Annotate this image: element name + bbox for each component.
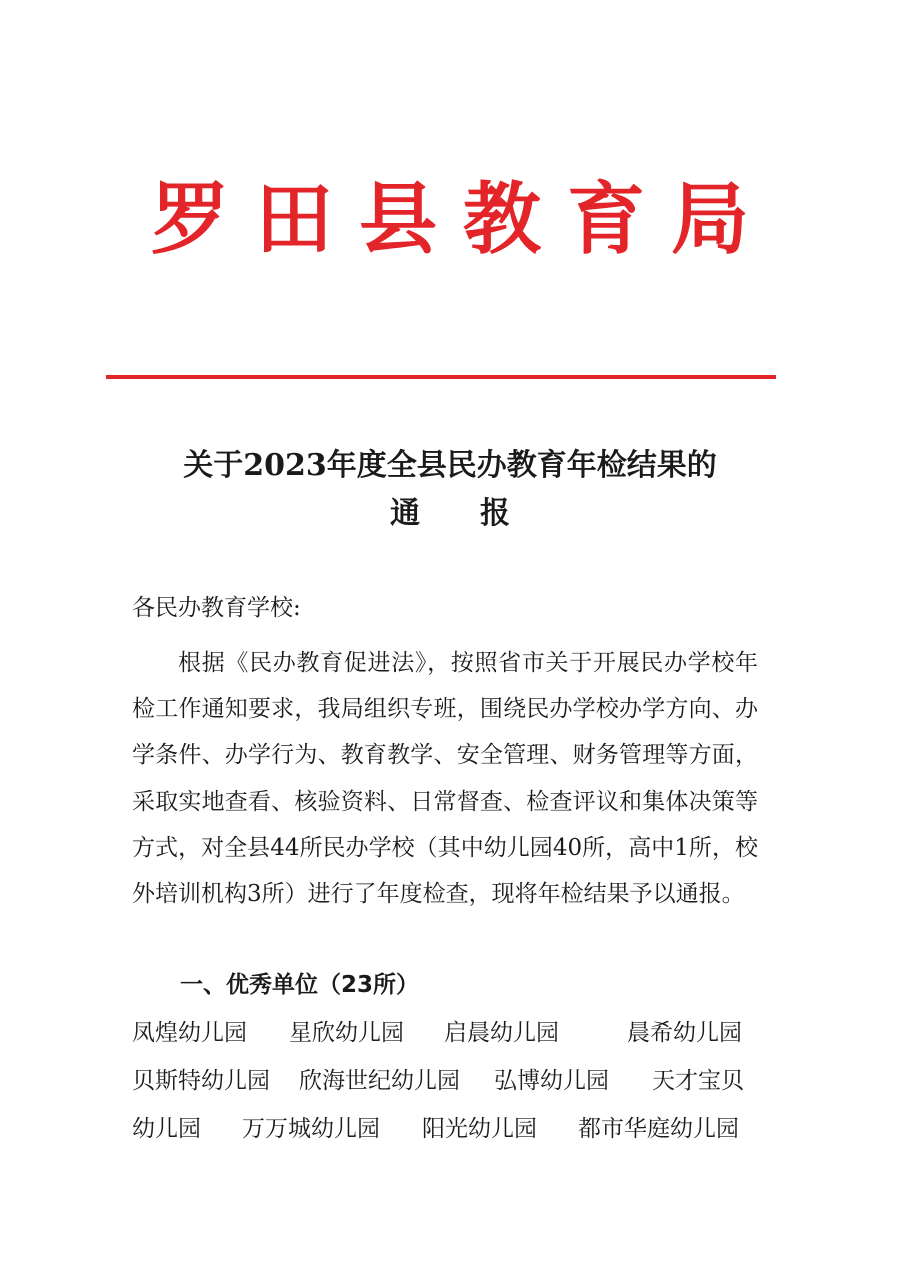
- school-list-row: [132, 1112, 758, 1146]
- school-name: 弘博幼儿园: [494, 1068, 609, 1094]
- school-list-row: [132, 1064, 758, 1098]
- school-name: 晨希幼儿园: [627, 1020, 742, 1046]
- title-line-1: 关于2023年度全县民办教育年检结果的: [183, 448, 717, 483]
- school-name: 阳光幼儿园: [422, 1116, 537, 1142]
- school-name: 启晨幼儿园: [444, 1020, 559, 1046]
- school-name: 幼儿园: [132, 1116, 201, 1142]
- title-line-2: 通报: [390, 496, 570, 531]
- red-divider-line: [106, 375, 776, 379]
- section-heading-excellent: 一、优秀单位（23所）: [180, 972, 420, 998]
- school-name: 欣海世纪幼儿园: [299, 1068, 460, 1094]
- school-name: 万万城幼儿园: [242, 1116, 380, 1142]
- school-name: 天才宝贝: [652, 1068, 744, 1094]
- document-title: [0, 446, 900, 534]
- school-name: 都市华庭幼儿园: [578, 1116, 739, 1142]
- school-name: 星欣幼儿园: [289, 1020, 404, 1046]
- salutation: 各民办教育学校:: [132, 595, 301, 621]
- body-paragraph: 根据《民办教育促进法》，按照省市关于开展民办学校年检工作通知要求，我局组织专班，围绕民办学校办学方向、办学条件、办学行为、教育教学、安全管理、财务管理等方面，采取实地查看、核验资料、日常督查、检查评议和集体决策等方式，对全县44所民办学校（其中幼儿园40所，高中1所，校外培训机构3所）进行了年度检查，现将年检结果予以通报。: [132, 650, 758, 908]
- school-name: 贝斯特幼儿园: [132, 1068, 270, 1094]
- school-list-row: [132, 1016, 758, 1050]
- letterhead-org-name: 罗田县教育局: [150, 175, 775, 265]
- school-name: 凤煌幼儿园: [132, 1020, 247, 1046]
